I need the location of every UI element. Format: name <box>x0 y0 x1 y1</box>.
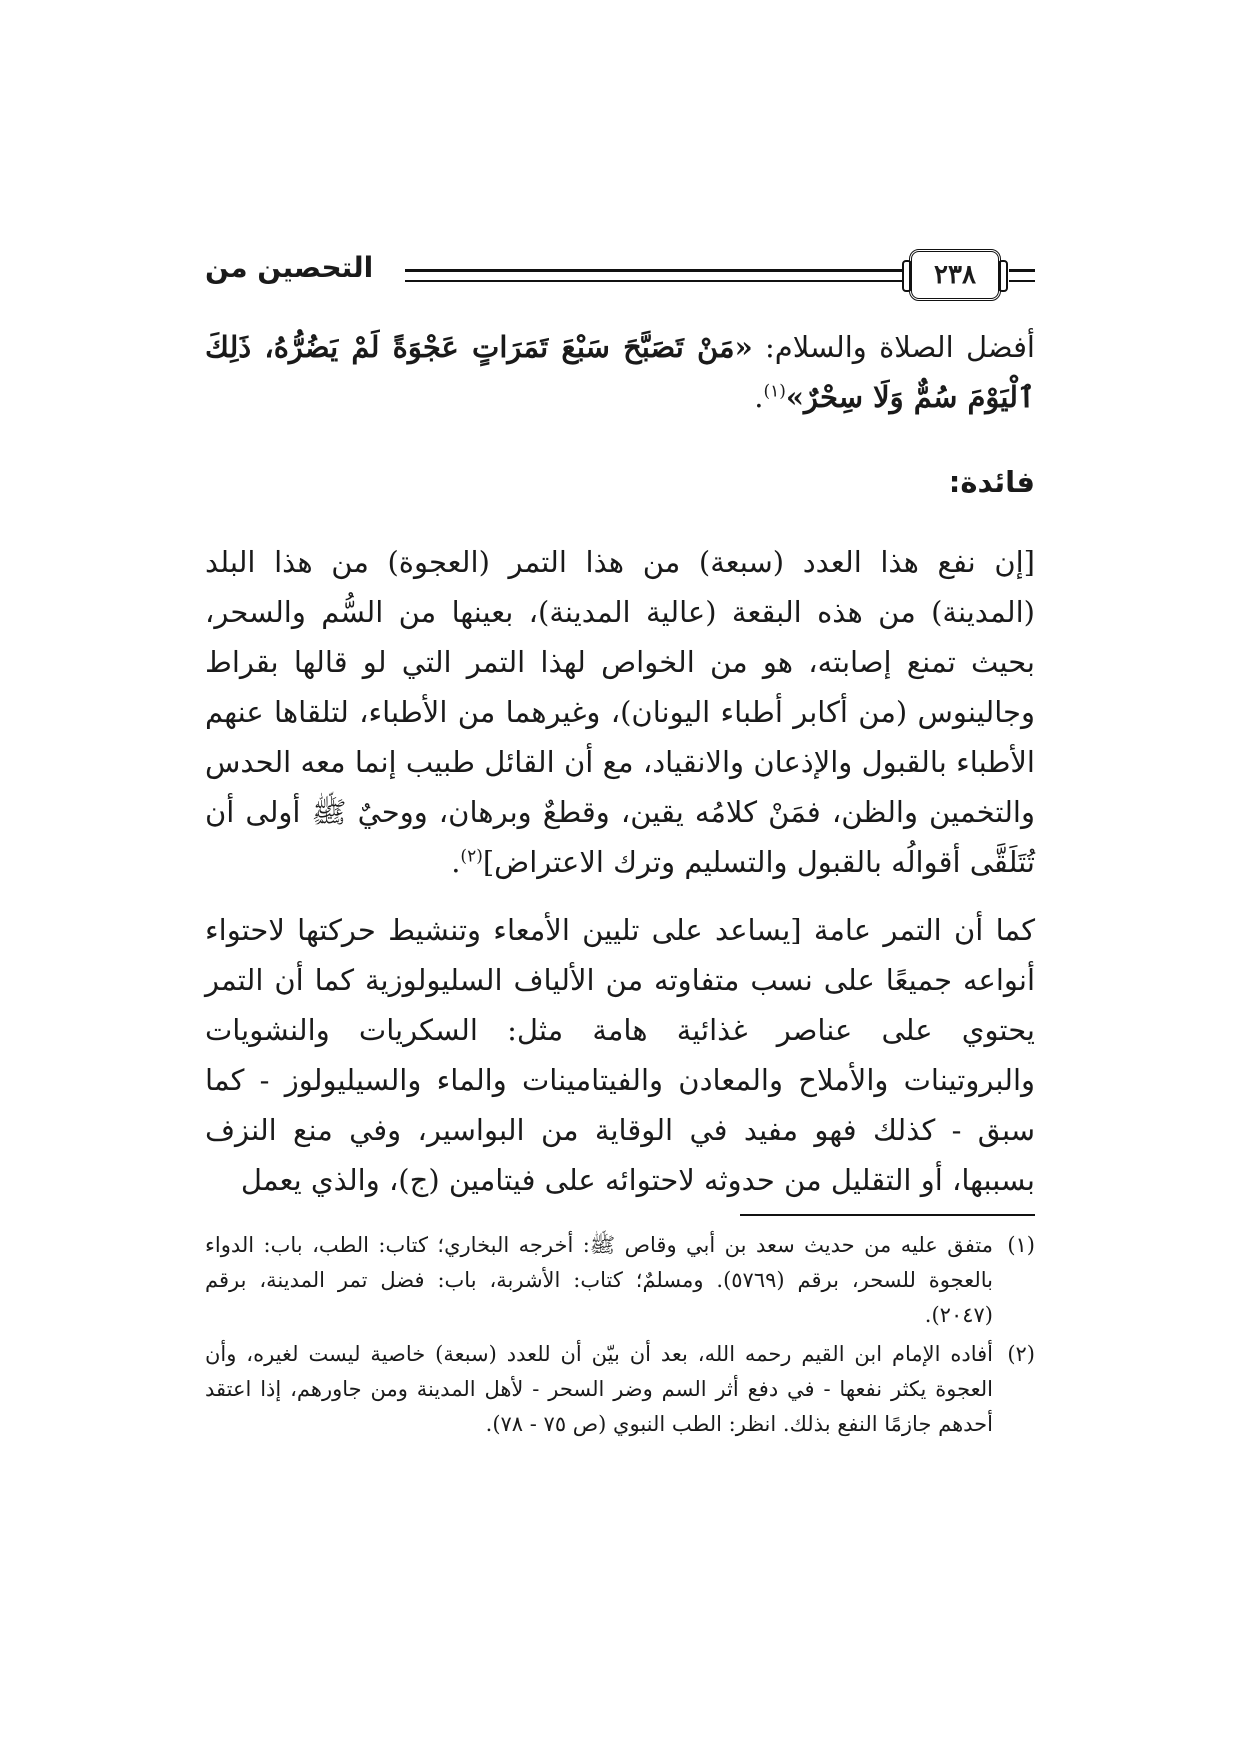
faida-paragraph-2: كما أن التمر عامة [يساعد على تليين الأمعاء وتنشيط حركتها لاحتواء أنواعه جميعًا على نسب متفاوته من الألياف السليولوزية كما أن التمر يحتوي على عناصر غذائية هامة مثل: السكريات والنشويات والبروتينات والأملاح والمعادن والفيتامينات والماء والسيليولوز - كما سبق - كذلك فهو مفيد في الوقاية من البواسير، وفي منع النزف بسببها، أو التقليل من حدوثه لاحتوائه على فيتامين (ج)، والذي يعمل <box>205 913 1035 1197</box>
page-number: ٢٣٨ <box>909 249 1001 301</box>
hadith-paragraph <box>205 322 1035 422</box>
footnote-2-text: أفاده الإمام ابن القيم رحمه الله، بعد أن بيّن أن للعدد (سبعة) خاصية ليست لغيره، وأن العجوة يكثر نفعها - في دفع أثر السم وضر السحر - لأهل المدينة ومن جاورهم، إذا اعتقد أحدهم جازمًا النفع بذلك. انظر: الطب النبوي (ص ٧٥ - ٧٨). <box>205 1342 993 1436</box>
footnote-2-number: (٢) <box>1007 1342 1035 1366</box>
hadith-intro: أفضل الصلاة والسلام: <box>752 330 1035 364</box>
footnote-1-number: (١) <box>1007 1233 1035 1257</box>
footnote-2 <box>205 1337 1035 1442</box>
page-header <box>205 245 1035 305</box>
header-rule-right <box>1009 269 1035 282</box>
faida-paragraph-1-end: . <box>451 845 461 879</box>
faida-heading: فائدة: <box>948 465 1035 499</box>
faida-paragraph-1-text: [إن نفع هذا العدد (سبعة) من هذا التمر (العجوة) من هذا البلد (المدينة) من هذه البقعة (عالية المدينة)، بعينها من السُّم والسحر، بحيث تمنع إصابته، هو من الخواص لهذا التمر التي لو قالها بقراط وجالينوس (من أكابر أطباء اليونان)، وغيرهما من الأطباء، لتلقاها عنهم الأطباء بالقبول والإذعان والانقياد، مع أن القائل طبيب إنما معه الحدس والتخمين والظن، فمَنْ كلامُه يقين، وقطعٌ وبرهان، ووحيٌ ﷺ أولى أن تُتَلَقَّى أقوالُه بالقبول والتسليم وترك الاعتراض] <box>205 545 1035 879</box>
hadith-end: . <box>754 380 764 414</box>
footnotes <box>205 1228 1035 1446</box>
footnote-1-text: متفق عليه من حديث سعد بن أبي وقاص ﷺ: أخرجه البخاري؛ كتاب: الطب، باب: الدواء بالعجوة للسحر، برقم (٥٧٦٩). ومسلمٌ؛ كتاب: الأشربة، باب: فضل تمر المدينة، برقم (٢٠٤٧). <box>205 1233 993 1327</box>
running-title: التحصين من <box>205 251 374 284</box>
footnote-1 <box>205 1228 1035 1333</box>
main-text <box>205 322 1035 1205</box>
footnote-ref-2: (٢) <box>460 846 483 867</box>
footnote-ref-1: (١) <box>763 381 786 402</box>
hadith-text: «مَنْ تَصَبَّحَ سَبْعَ تَمَرَاتٍ عَجْوَةً لَمْ يَضُرُّهُ، ذَلِكَ ٱلْيَوْمَ سُمٌّ وَلَا سِحْرٌ» <box>205 330 1035 414</box>
header-rule <box>405 269 903 282</box>
footnote-separator <box>740 1214 1035 1216</box>
faida-paragraph-1 <box>205 537 1035 887</box>
